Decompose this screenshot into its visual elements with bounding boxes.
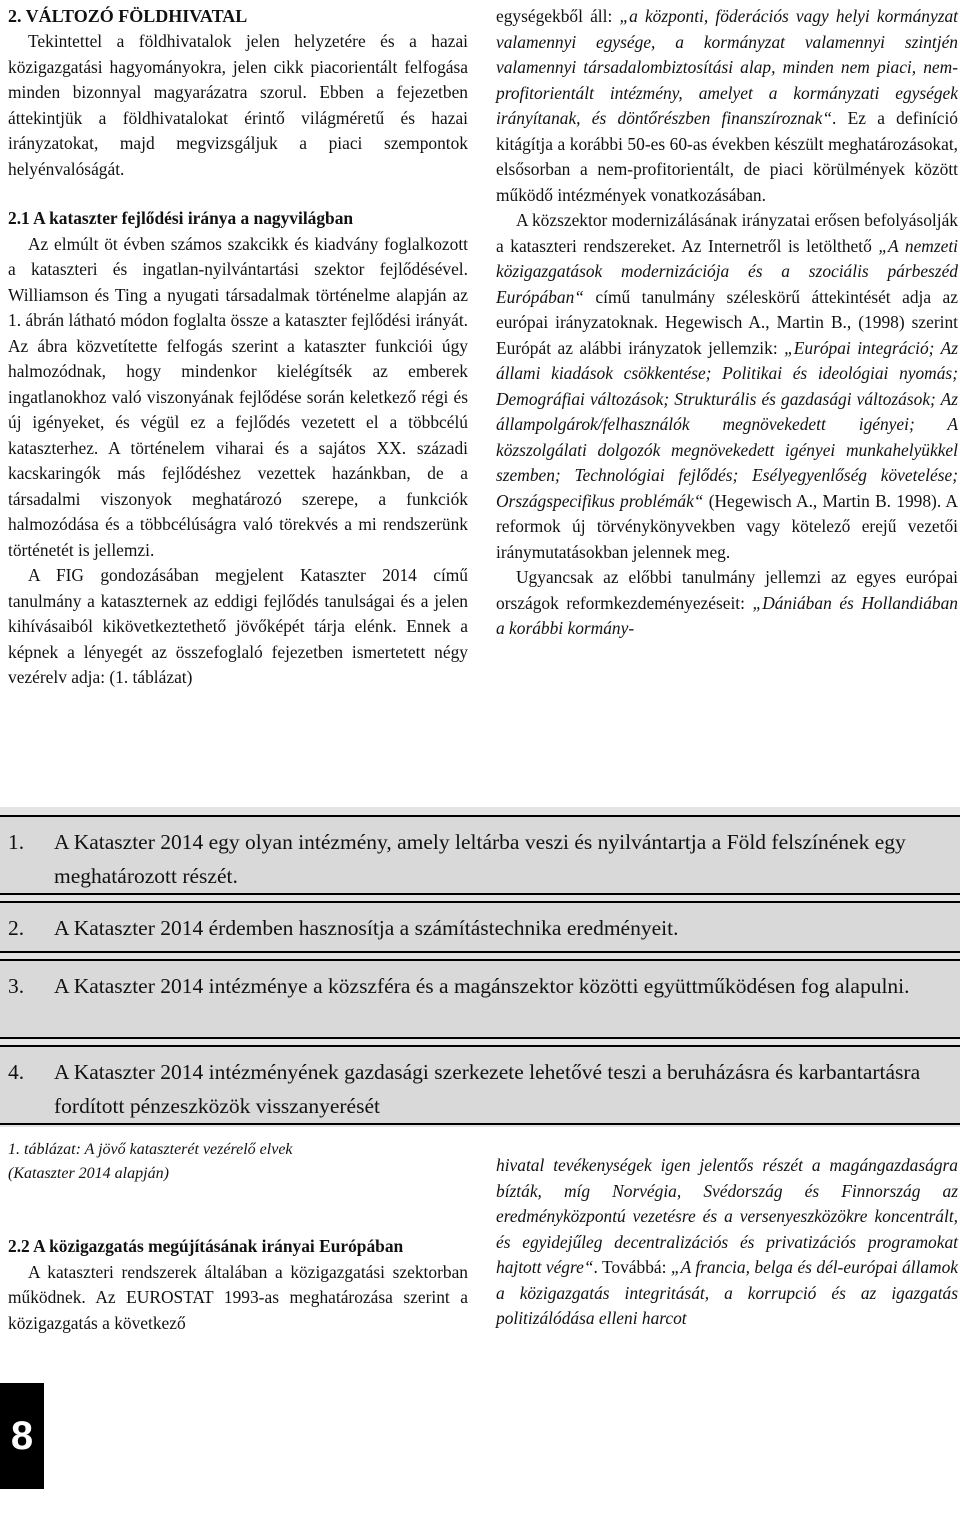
paragraph-reform-initiatives: Ugyancsak az előbbi tanulmány jellemzi az egyes európai országok reformkezdeményezéseit: „Dániában és Hollandiában a korábbi kormány- [496, 567, 958, 638]
table-row-text: A Kataszter 2014 intézményének gazdasági szerkezete lehetővé teszi a beruházásra és karbantartásra fordított pénzeszközök visszanyerését [54, 1060, 921, 1118]
table-row-text: A Kataszter 2014 egy olyan intézmény, amely leltárba veszi és nyilvántartja a Föld felszínének egy meghatározott részét. [54, 830, 906, 888]
table-row-text: A Kataszter 2014 intézménye a közszféra és a magánszektor közötti együttműködésen fog alapulni. [54, 974, 910, 998]
paragraph-eurostat-definition: egységekből áll: „a központi, föderációs vagy helyi kormányzat valamennyi egysége, a kormányzat valamennyi szintjén valamennyi társadalombiztosítási alap, minden nem piaci, nem-profitorientált intézmény, amelyet a kormányzati egységek irányítanak, és döntőrészben finanszíroznak“. Ez a definíció kitágítja a korábbi 50-es 60-as években készült meghatározásokat, elsősorban a nem-profitorientált, de piaci körülmények között működő intézmények vonatkozásában. [496, 6, 958, 205]
table-row-number: 4. [8, 1060, 25, 1084]
left-column-top [8, 4, 468, 691]
section-heading: 2. VÁLTOZÓ FÖLDHIVATAL [8, 6, 248, 26]
paragraph-continued-quote: hivatal tevékenységek igen jelentős részét a magángazdaságra bízták, míg Norvégia, Svédország és Finnország az eredményközpontú vezetésre és a versenyeszközökre koncentrált, és egyidejűleg decentralizációs és privatizációs programokat hajtott végre“. Továbbá: „A francia, belga és dél-európai államok a közigazgatás integritását, a korrupció és az igazgatás politizálódása elleni harcot [496, 1155, 959, 1328]
table-caption: 1. táblázat: A jövő kataszterét vezérelő elvek [8, 1141, 293, 1158]
table-row [0, 901, 960, 953]
table-row-number: 2. [8, 916, 25, 940]
table-row-number: 1. [8, 830, 25, 854]
paragraph-cadastre-development: Az elmúlt öt évben számos szakcikk és kiadvány foglalkozott a kataszteri és ingatlan-nyilvántartási szektor fejlődésével. Williamson és Ting a nyugati társadalmak történelme alapján az 1. ábrán látható módon foglalta össze a kataszter fejlődési irányát. Az ábra közvetítette felfogás szerint a kataszter funkciói úgy halmozódnak, hogy mindenkor kielégítsék az emberek ingatlanokhoz való viszonyának fejlődése során keletkező régi és új igényeket, és végül ez a fejlődés vezetett el a többcélú kataszterhez. A történelem viharai és a sajátos XX. századi kacskaringók más fejlődéshez vezettek hazánkban, de a társadalmi viszonyok meghatározó szerepe, a funkciók halmozódása és a többcélúságra való törekvés a mi rendszerünk történetét is jellemzi. [8, 233, 468, 560]
subsection-heading-2-1: 2.1 A kataszter fejlődési iránya a nagyvilágban [8, 208, 354, 228]
table-row-text: A Kataszter 2014 érdemben hasznosítja a számítástechnika eredményeit. [54, 916, 679, 940]
paragraph-fig-cadastre-2014: A FIG gondozásában megjelent Kataszter 2014 című tanulmány a kataszternek az eddigi fejlődés tanulságai és a jelen kihívásaiból kikövetkeztethető jövőképét tárja elénk. Ennek a képnek a lényegét az összefoglaló fejezetben ismertetett négy vezérelv adja: (1. táblázat) [8, 565, 468, 687]
table-row-number: 3. [8, 974, 25, 998]
table-row [0, 1045, 960, 1125]
table-row [0, 815, 960, 895]
right-column-top [496, 4, 958, 642]
table-row [0, 959, 960, 1039]
left-column-bottom [8, 1138, 468, 1336]
paragraph-public-administration: A kataszteri rendszerek általában a közigazgatási szektorban működnek. Az EUROSTAT 1993-as meghatározása szerint a közigazgatás a következő [8, 1261, 468, 1333]
right-column-bottom [496, 1153, 958, 1332]
table-caption-source: (Kataszter 2014 alapján) [8, 1165, 169, 1182]
paragraph-public-sector-trends: A közszektor modernizálásának irányzatai erősen befolyásolják a kataszteri rendszereket. Az Internetről is letölthető „A nemzeti közigazgatások modernizációja és a szociális párbeszéd Európában“ című tanulmány széleskörű áttekintését adja az európai irányzatoknak. Hegewisch A., Martin B., (1998) szerint Európát az alábbi irányzatok jellemzik: „Európai integráció; Az állami kiadások csökkentése; Politikai és ideológiai nyomás; Demográfiai változások; Strukturális és gazdasági változások; Az állampolgárok/felhasználók megnövekedett igényei; A közszolgálati dolgozók megnövekedett igényei munkahelyükkel szemben; Technológiai fejlődés; Esélyegyenlőség követelése; Országspecifikus problémák“ (Hegewisch A., Martin B. 1998). A reformok új törvénykönyvekben vagy kötelező erejű vezetői iránymutatásokban jelennek meg. [496, 210, 959, 562]
intro-paragraph: Tekintettel a földhivatalok jelen helyzetére és a hazai közigazgatási hagyományokra, jelen cikk piacorientált felfogása minden bizonnyal magyarázatra szorul. Ebben a fejezetben áttekintjük a földhivatalokat érintő világméretű és hazai irányzatokat, majd megvizsgáljuk a piaci szempontok helyénvalóságát. [8, 31, 468, 179]
page-number: 8 [0, 1383, 44, 1489]
subsection-heading-2-2: 2.2 A közigazgatás megújításának irányai Európában [8, 1236, 404, 1256]
